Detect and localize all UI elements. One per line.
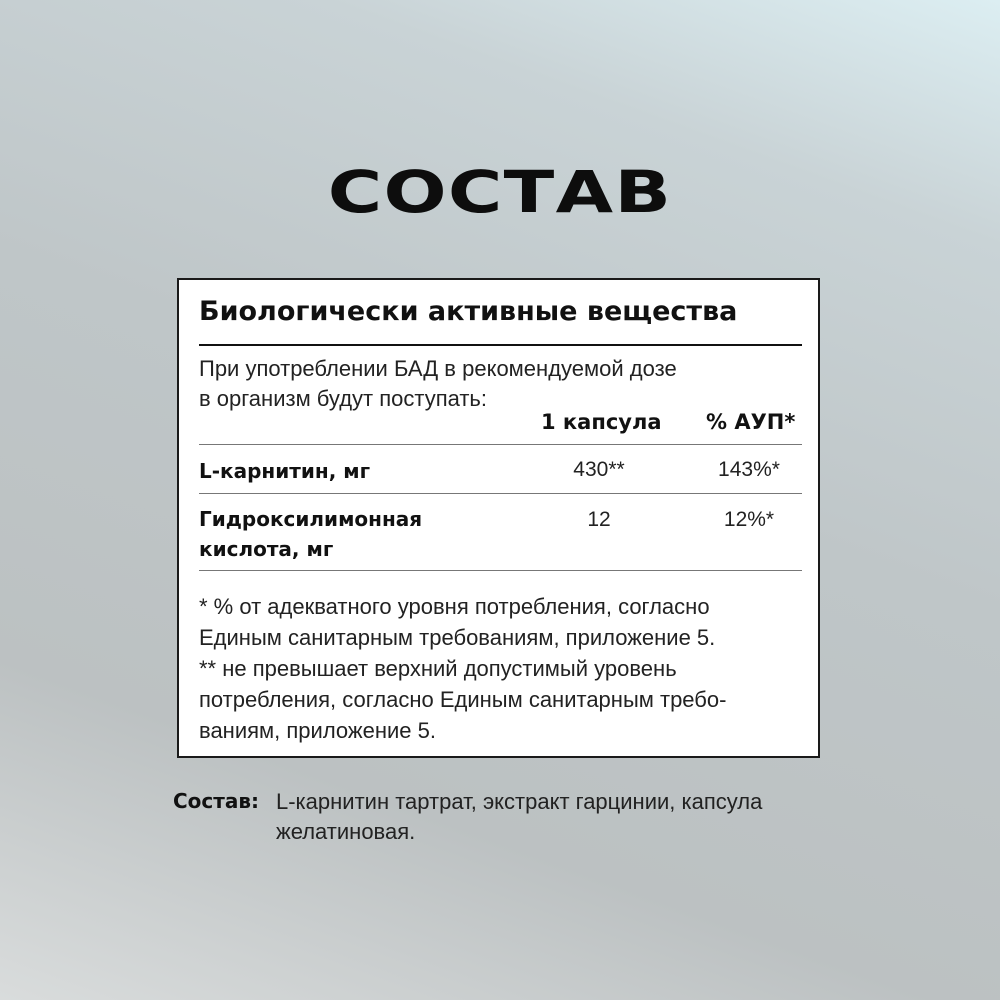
footnote-line: Единым санитарным требованиям, приложение 5. bbox=[199, 625, 716, 650]
heading-divider bbox=[199, 344, 802, 346]
row-name-line-1: L-карнитин, мг bbox=[199, 459, 371, 483]
composition-line-1: L-карнитин тартрат, экстракт гарцинии, капсула bbox=[276, 789, 763, 814]
nutrition-facts-panel bbox=[177, 278, 820, 758]
intro-text bbox=[199, 354, 677, 414]
page-title: СОСТАВ bbox=[327, 158, 673, 226]
composition-line-2: желатиновая. bbox=[276, 819, 416, 844]
footnote-1 bbox=[199, 591, 809, 653]
footnote-2 bbox=[199, 653, 809, 746]
row-name-line-2: кислота, мг bbox=[199, 537, 334, 561]
table-divider bbox=[199, 493, 802, 494]
table-row-name bbox=[199, 504, 459, 564]
column-header-dose: 1 капсула bbox=[541, 410, 662, 434]
table-divider bbox=[199, 570, 802, 571]
composition-text bbox=[276, 787, 836, 847]
column-header-percent: % АУП* bbox=[706, 410, 796, 434]
panel-heading: Биологически активные вещества bbox=[199, 296, 738, 327]
intro-line-1: При употреблении БАД в рекомендуемой дозе bbox=[199, 356, 677, 381]
row-name-line-1: Гидроксилимонная bbox=[199, 507, 423, 531]
row-dose: 430** bbox=[573, 458, 625, 481]
footnote-line: ** не превышает верхний допустимый уровень bbox=[199, 656, 677, 681]
table-row-name bbox=[199, 456, 459, 486]
row-percent: 12%* bbox=[723, 508, 775, 531]
footnote-line: потребления, согласно Единым санитарным требо- bbox=[199, 687, 727, 712]
footnote-line: * % от адекватного уровня потребления, согласно bbox=[199, 594, 710, 619]
table-divider bbox=[199, 444, 802, 445]
row-percent: 143%* bbox=[718, 458, 780, 481]
row-dose: 12 bbox=[587, 508, 611, 531]
intro-line-2: в организм будут поступать: bbox=[199, 386, 488, 411]
composition-label: Состав: bbox=[173, 789, 260, 813]
footnote-line: ваниям, приложение 5. bbox=[199, 718, 436, 743]
